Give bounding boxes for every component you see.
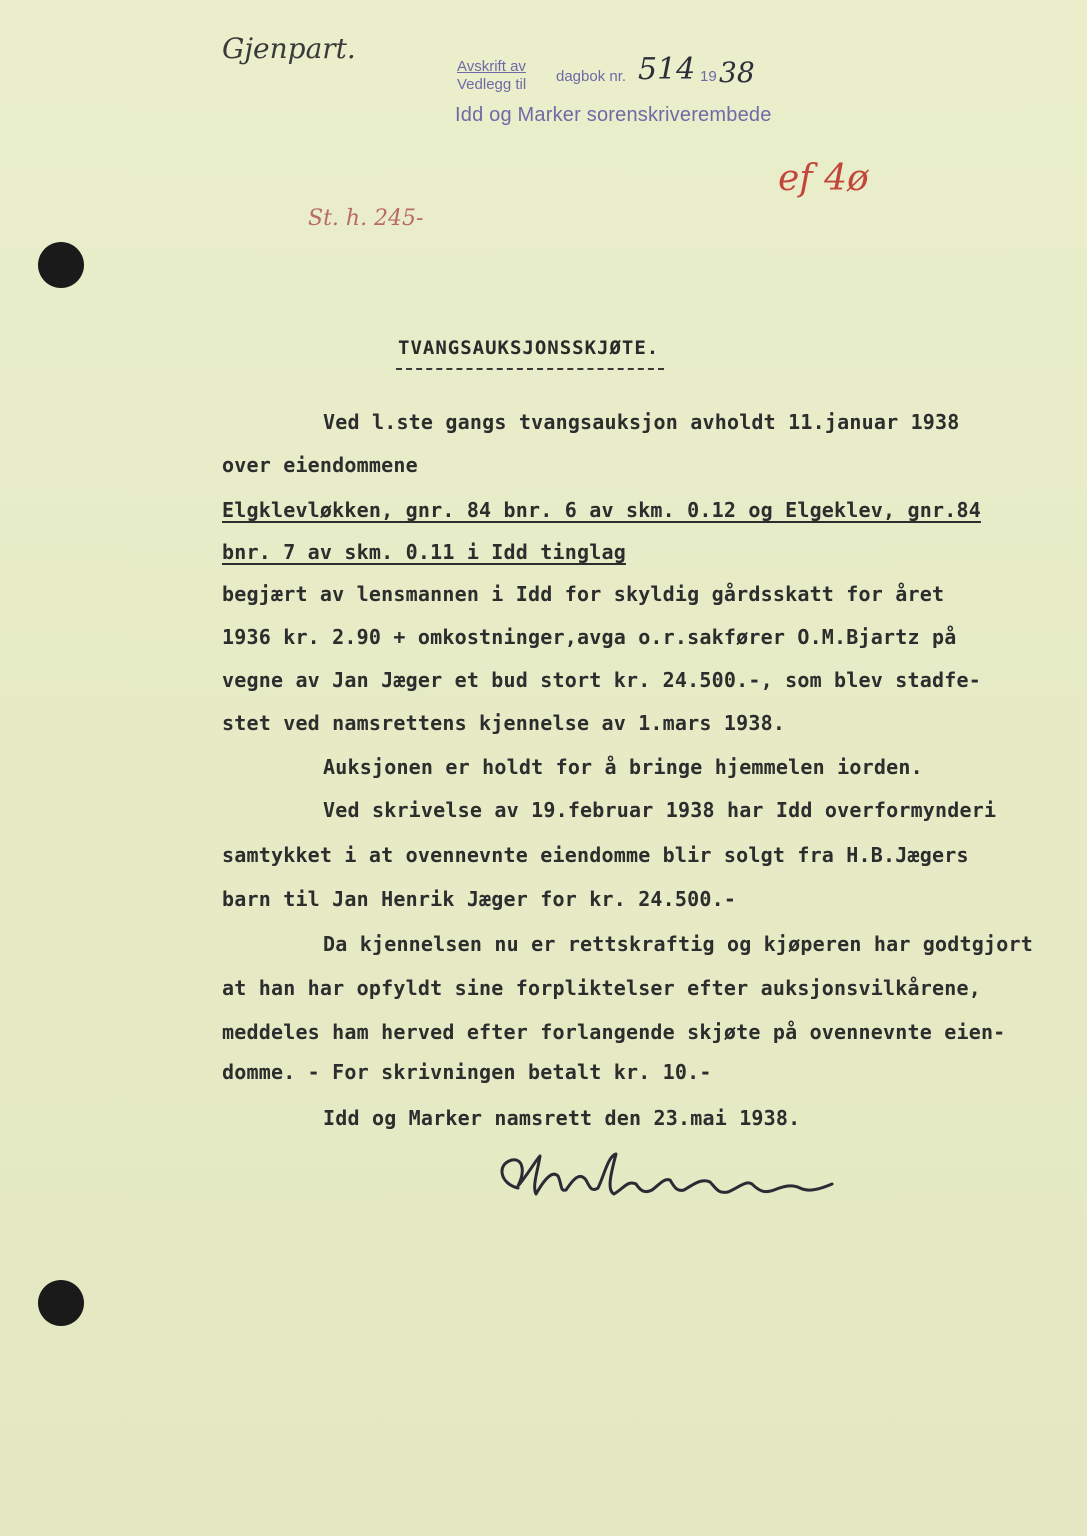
text-line-3: Elgklevløkken, gnr. 84 bnr. 6 av skm. 0.12 og Elgeklev, gnr.84 — [222, 498, 981, 522]
text-line-8: stet ved namsrettens kjennelse av 1.mars 1938. — [222, 711, 786, 735]
text-line-7: vegne av Jan Jæger et bud stort kr. 24.500.-, som blev stadfe- — [222, 668, 981, 692]
stamp-vedlegg: Vedlegg til — [457, 76, 527, 93]
handwritten-copy-note: Gjenpart. — [222, 32, 356, 65]
text-line-14: at han har opfyldt sine forpliktelser efter auksjonsvilkårene, — [222, 976, 981, 1000]
red-note: ef 4ø — [778, 158, 869, 199]
stamp-avskrift: Avskrift av — [457, 58, 526, 75]
text-line-10: Ved skrivelse av 19.februar 1938 har Idd overformynderi — [323, 798, 997, 822]
stamp-dagbok: dagbok nr. — [556, 68, 627, 85]
signature — [488, 1150, 848, 1210]
punch-hole-top — [38, 242, 84, 288]
title-underline — [396, 368, 664, 370]
text-line-17: Idd og Marker namsrett den 23.mai 1938. — [323, 1106, 801, 1130]
reference-note: St. h. 245- — [308, 206, 424, 231]
text-line-13: Da kjennelsen nu er rettskraftig og kjøperen har godtgjort — [323, 932, 1033, 956]
text-line-11: samtykket i at ovennevnte eiendomme blir solgt fra H.B.Jægers — [222, 843, 969, 867]
text-line-1: Ved l.ste gangs tvangsauksjon avholdt 11.januar 1938 — [323, 410, 960, 434]
text-line-15: meddeles ham herved efter forlangende skjøte på ovennevnte eien- — [222, 1020, 1006, 1044]
document-title: TVANGSAUKSJONSSKJØTE. — [398, 337, 660, 359]
text-line-6: 1936 kr. 2.90 + omkostninger,avga o.r.sakfører O.M.Bjartz på — [222, 625, 957, 649]
text-line-4: bnr. 7 av skm. 0.11 i Idd tinglag — [222, 540, 626, 564]
text-line-9: Auksjonen er holdt for å bringe hjemmelen iorden. — [323, 755, 923, 779]
punch-hole-bottom — [38, 1280, 84, 1326]
stamp-year-prefix: 19 — [700, 68, 717, 85]
dagbok-number: 514 — [638, 52, 696, 87]
text-line-5: begjært av lensmannen i Idd for skyldig gårdsskatt for året — [222, 582, 945, 606]
stamp-office: Idd og Marker sorenskriverembede — [455, 104, 772, 126]
text-line-12: barn til Jan Henrik Jæger for kr. 24.500.- — [222, 887, 737, 911]
year-suffix: 38 — [719, 56, 755, 89]
text-line-16: domme. - For skrivningen betalt kr. 10.- — [222, 1060, 712, 1084]
text-line-2: over eiendommene — [222, 453, 418, 477]
